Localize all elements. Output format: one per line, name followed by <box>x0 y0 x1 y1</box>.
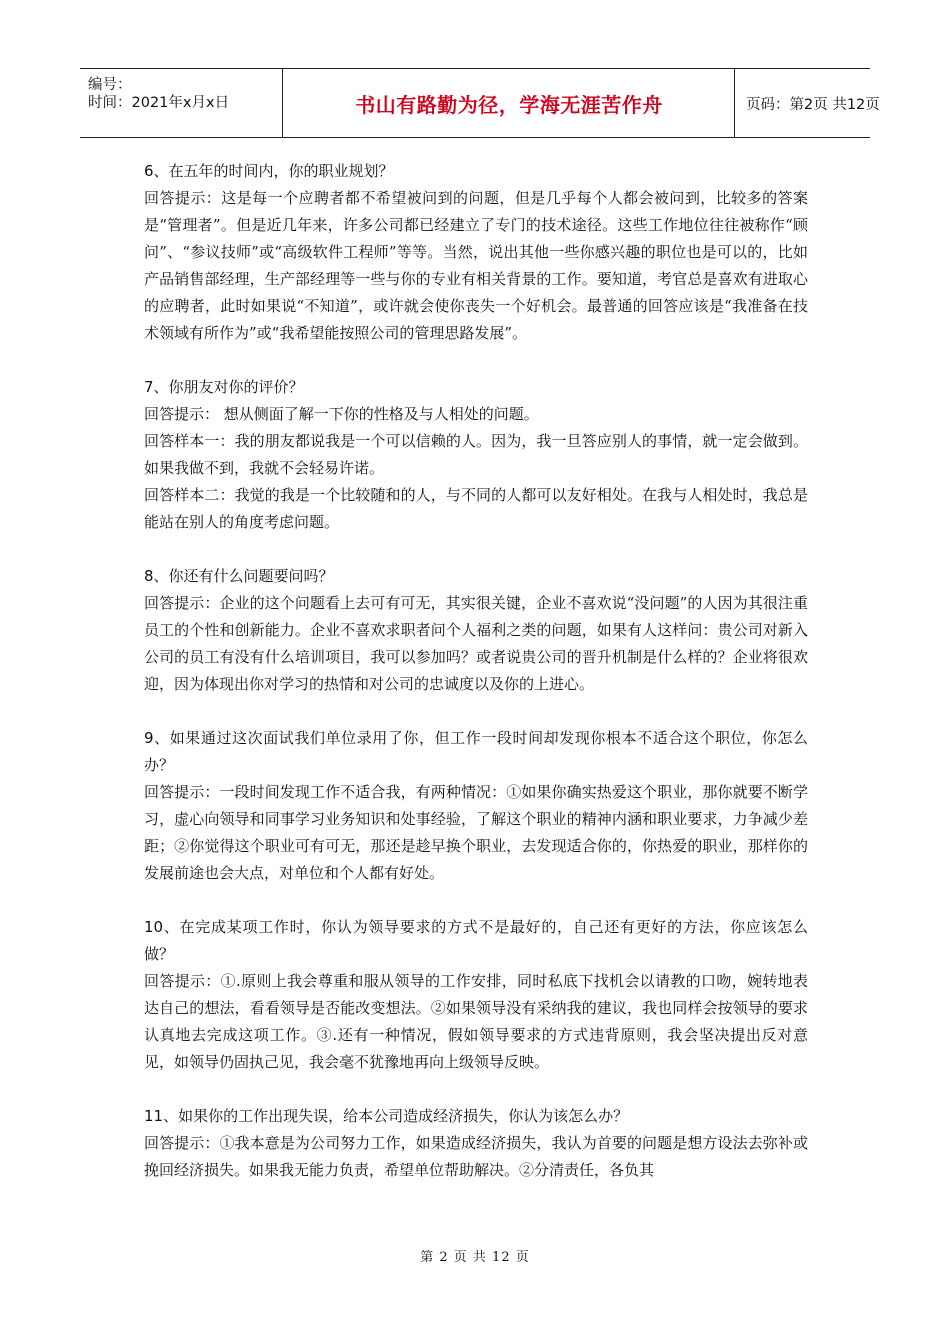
answer-paragraph: 回答提示：①我本意是为公司努力工作，如果造成经济损失，我认为首要的问题是想方设法去弥补或挽回经济损失。如果我无能力负责，希望单位帮助解决。②分清责任，各负其 <box>144 1134 808 1179</box>
document-date: 时间：2021年x月x日 <box>88 95 230 111</box>
answer-paragraph: 回答提示：一段时间发现工作不适合我，有两种情况：①如果你确实热爱这个职业，那你就要不断学习，虚心向领导和同事学习业务知识和处事经验，了解这个职业的精神内涵和职业要求，力争减少差距；②你觉得这个职业可有可无，那还是趁早换个职业，去发现适合你的，你热爱的职业，那样你的发展前途也会大点，对单位和个人都有好处。 <box>144 783 808 882</box>
question-heading: 8、你还有什么问题要问吗？ <box>144 567 334 585</box>
question-heading: 6、在五年的时间内，你的职业规划？ <box>144 162 394 180</box>
question-heading: 7、你朋友对你的评价？ <box>144 378 304 396</box>
qa-section <box>144 563 808 698</box>
answer-paragraph: 回答样本一：我的朋友都说我是一个可以信赖的人。因为，我一旦答应别人的事情，就一定会做到。如果我做不到，我就不会轻易许诺。 <box>144 432 808 477</box>
header-page-info: 页码：第2页 共12页 <box>746 96 880 113</box>
answer-paragraph: 回答提示：①.原则上我会尊重和服从领导的工作安排，同时私底下找机会以请教的口吻，婉转地表达自己的想法，看看领导是否能改变想法。②如果领导没有采纳我的建议，我也同样会按领导的要求认真地去完成这项工作。③.还有一种情况，假如领导要求的方式违背原则，我会坚决提出反对意见，如领导仍固执己见，我会毫不犹豫地再向上级领导反映。 <box>144 972 808 1071</box>
question-heading: 10、在完成某项工作时，你认为领导要求的方式不是最好的，自己还有更好的方法，你应该怎么做？ <box>144 918 808 963</box>
document-header <box>80 68 880 138</box>
header-motto-cell <box>284 69 735 137</box>
qa-section <box>144 725 808 887</box>
answer-paragraph: 回答提示：这是每一个应聘者都不希望被问到的问题，但是几乎每个人都会被问到，比较多的答案是“管理者”。但是近几年来，许多公司都已经建立了专门的技术途径。这些工作地位往往被称作“顾问”、“参议技师”或“高级软件工程师”等等。当然，说出其他一些你感兴趣的职位也是可以的，比如产品销售部经理，生产部经理等一些与你的专业有相关背景的工作。要知道，考官总是喜欢有进取心的应聘者，此时如果说“不知道”，或许就会使你丧失一个好机会。最普通的回答应该是“我准备在技术领域有所作为”或“我希望能按照公司的管理思路发展”。 <box>144 189 808 342</box>
qa-section <box>144 1103 808 1184</box>
document-number-label: 编号： <box>88 77 132 93</box>
header-left-cell <box>80 69 283 137</box>
qa-section <box>144 158 808 347</box>
qa-section <box>144 374 808 536</box>
document-body <box>144 158 808 1211</box>
answer-paragraph: 回答提示：企业的这个问题看上去可有可无，其实很关键，企业不喜欢说“没问题”的人因为其很注重员工的个性和创新能力。企业不喜欢求职者问个人福利之类的问题，如果有人这样问：贵公司对新入公司的员工有没有什么培训项目，我可以参加吗？或者说贵公司的晋升机制是什么样的？企业将很欢迎，因为体现出你对学习的热情和对公司的忠诚度以及你的上进心。 <box>144 594 808 693</box>
page-footer: 第 2 页 共 12 页 <box>420 1250 530 1265</box>
qa-section <box>144 914 808 1076</box>
question-heading: 9、如果通过这次面试我们单位录用了你，但工作一段时间却发现你根本不适合这个职位，你怎么办？ <box>144 729 808 774</box>
header-motto: 书山有路勤为径，学海无涯苦作舟 <box>355 92 663 117</box>
answer-paragraph: 回答提示： 想从侧面了解一下你的性格及与人相处的问题。 <box>144 405 539 423</box>
answer-paragraph: 回答样本二：我觉的我是一个比较随和的人，与不同的人都可以友好相处。在我与人相处时，我总是能站在别人的角度考虑问题。 <box>144 486 808 531</box>
question-heading: 11、如果你的工作出现失误，给本公司造成经济损失，你认为该怎么办？ <box>144 1107 629 1125</box>
